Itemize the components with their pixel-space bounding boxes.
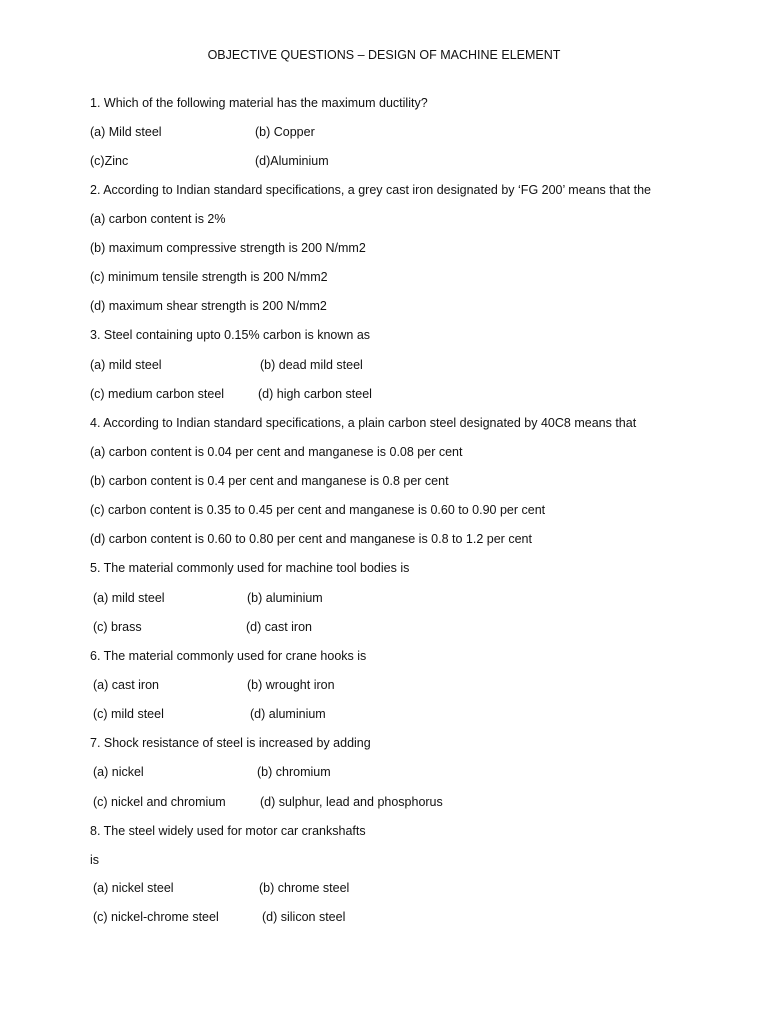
q3-option-c: (c) medium carbon steel: [90, 387, 225, 401]
q1-option-c: (c)Zinc: [90, 154, 129, 168]
q7-option-c: (c) nickel and chromium: [93, 795, 226, 809]
q3-option-b: (b) dead mild steel: [260, 358, 363, 372]
q7-option-a: (a) nickel: [93, 765, 144, 779]
question-4: 4. According to Indian standard specifications, a plain carbon steel designated by 40C8 means that: [90, 416, 637, 430]
q4-option-b: (b) carbon content is 0.4 per cent and manganese is 0.8 per cent: [90, 474, 449, 488]
q5-option-b: (b) aluminium: [247, 591, 323, 605]
q4-option-d: (d) carbon content is 0.60 to 0.80 per cent and manganese is 0.8 to 1.2 per cent: [90, 532, 532, 546]
q6-option-b: (b) wrought iron: [247, 678, 335, 692]
question-6: 6. The material commonly used for crane hooks is: [90, 649, 367, 663]
q4-option-a: (a) carbon content is 0.04 per cent and manganese is 0.08 per cent: [90, 445, 463, 459]
q5-option-c: (c) brass: [93, 620, 142, 634]
question-8: 8. The steel widely used for motor car crankshafts: [90, 824, 366, 838]
q2-option-a: (a) carbon content is 2%: [90, 212, 226, 226]
q3-option-d: (d) high carbon steel: [258, 387, 372, 401]
q1-option-b: (b) Copper: [255, 125, 315, 139]
question-5: 5. The material commonly used for machine tool bodies is: [90, 561, 410, 575]
q3-option-a: (a) mild steel: [90, 358, 162, 372]
page-title: OBJECTIVE QUESTIONS – DESIGN OF MACHINE ELEMENT: [207, 48, 561, 62]
q7-option-d: (d) sulphur, lead and phosphorus: [260, 795, 443, 809]
q1-option-d: (d)Aluminium: [255, 154, 329, 168]
question-8-continuation: is: [90, 853, 100, 867]
q6-option-a: (a) cast iron: [93, 678, 159, 692]
question-1: 1. Which of the following material has the maximum ductility?: [90, 96, 428, 110]
q6-option-c: (c) mild steel: [93, 707, 164, 721]
q8-option-b: (b) chrome steel: [259, 881, 350, 895]
q6-option-d: (d) aluminium: [250, 707, 326, 721]
q2-option-b: (b) maximum compressive strength is 200 N/mm2: [90, 241, 366, 255]
q8-option-d: (d) silicon steel: [262, 910, 346, 924]
q2-option-d: (d) maximum shear strength is 200 N/mm2: [90, 299, 327, 313]
q8-option-a: (a) nickel steel: [93, 881, 174, 895]
q4-option-c: (c) carbon content is 0.35 to 0.45 per cent and manganese is 0.60 to 0.90 per cent: [90, 503, 546, 517]
q1-option-a: (a) Mild steel: [90, 125, 162, 139]
question-7: 7. Shock resistance of steel is increased by adding: [90, 736, 371, 750]
q2-option-c: (c) minimum tensile strength is 200 N/mm2: [90, 270, 328, 284]
q5-option-a: (a) mild steel: [93, 591, 165, 605]
q7-option-b: (b) chromium: [257, 765, 331, 779]
question-3: 3. Steel containing upto 0.15% carbon is known as: [90, 328, 371, 342]
q8-option-c: (c) nickel-chrome steel: [93, 910, 219, 924]
q5-option-d: (d) cast iron: [246, 620, 312, 634]
question-2: 2. According to Indian standard specifications, a grey cast iron designated by ‘FG 200’ means that the: [90, 183, 651, 197]
